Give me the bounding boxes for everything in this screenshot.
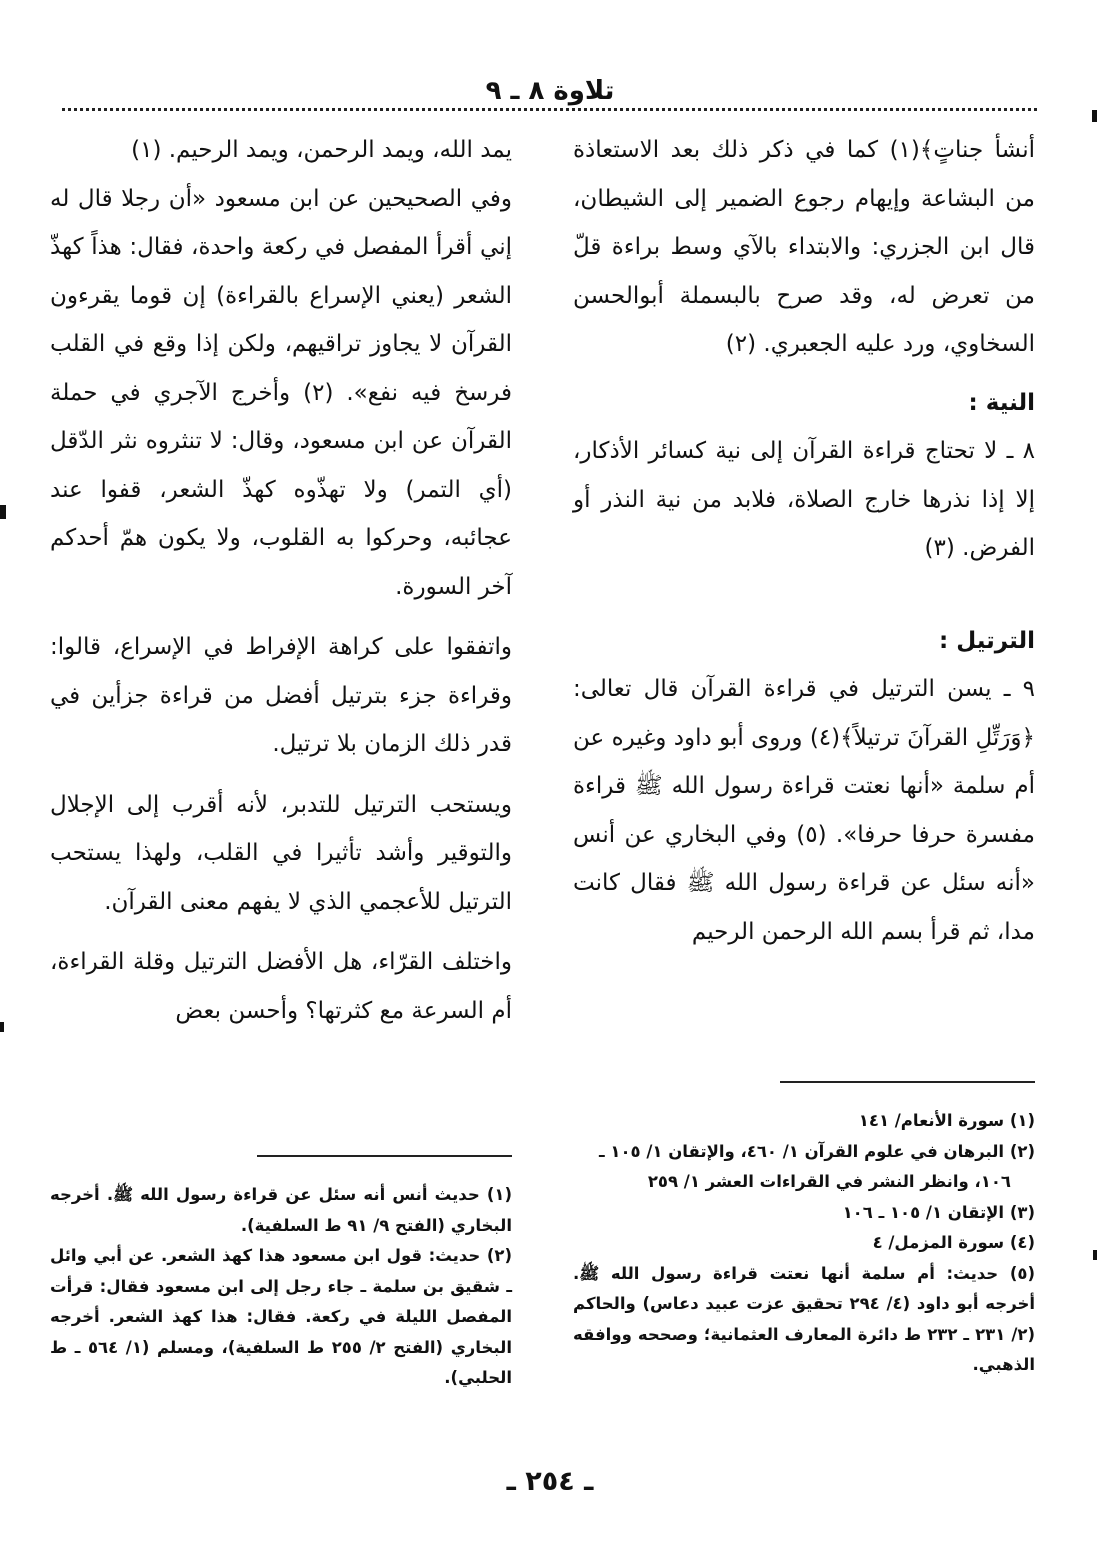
scan-edge-mark bbox=[1092, 110, 1097, 122]
scan-edge-mark bbox=[1093, 1250, 1097, 1260]
section-heading-tartil: الترتيل : bbox=[939, 627, 1035, 654]
qurra-paragraph: واختلف القرّاء، هل الأفضل الترتيل وقلة القراءة، أم السرعة مع كثرتها؟ وأحسن بعض bbox=[50, 949, 512, 1024]
paragraph-9: ٩ ـ يسن الترتيل في قراءة القرآن قال تعالى: ﴿وَرَتِّلِ القرآنَ ترتيلاً﴾(٤) وروى أبو داود وغيره عن أم سلمة «أنها نعتت قراءة رسول الله ﷺ قراءة مفسرة حرفا حرفا». (٥) وفي البخاري عن أنس «أنه سئل عن قراءة رسول الله ﷺ فقال كانت مدا، ثم قرأ بسم الله الرحمن الرحيم bbox=[573, 676, 1036, 945]
footnote-separator-right bbox=[780, 1081, 1035, 1083]
footnote: (٣) الإتقان ١/ ١٠٥ ـ ١٠٦ bbox=[842, 1202, 1035, 1222]
footnotes-left bbox=[50, 1180, 512, 1394]
ibn-masud-paragraph: وفي الصحيحين عن ابن مسعود «أن رجلا قال له إني أقرأ المفصل في ركعة واحدة، فقال: هذاً كهذّ الشعر (يعني الإسراع بالقراءة) إن قوما يقرءون القرآن لا يجاوز تراقيهم، ولكن إذا وقع في القلب فرسخ فيه نفع». (٢) وأخرج الآجري في حملة القرآن عن ابن مسعود، وقال: لا تنثروه نثر الدّقل (أي التمر) ولا تهذّوه كهذّ الشعر، قفوا عند عجائبه، وحركوا به القلوب، ولا يكون همّ أحدكم آخر السورة. bbox=[50, 185, 512, 600]
scan-edge-mark bbox=[0, 505, 6, 519]
running-head: تلاوة ٨ ـ ٩ bbox=[485, 76, 615, 106]
right-column bbox=[573, 126, 1035, 956]
footnote: (٢) البرهان في علوم القرآن ١/ ٤٦٠، والإتقان ١/ ١٠٥ ـ bbox=[599, 1141, 1035, 1161]
page-number: ـ ٢٥٤ ـ bbox=[506, 1466, 594, 1497]
footnote: (٢) حديث: قول ابن مسعود هذا كهذ الشعر. عن أبي وائل ـ شقيق بن سلمة ـ جاء رجل إلى ابن مسعود فقال: قرأت المفصل الليلة في ركعة. فقال: هذا كهذ الشعر. أخرجه البخاري (الفتح ٢/ ٢٥٥ ط السلفية)، ومسلم (١/ ٥٦٤ ـ ط الحلبي). bbox=[50, 1246, 512, 1387]
scan-edge-mark bbox=[0, 1022, 4, 1032]
footnotes-right bbox=[573, 1106, 1035, 1381]
intro-paragraph: أنشأ جناتٍ﴾(١) كما في ذكر ذلك بعد الاستعاذة من البشاعة وإيهام رجوع الضمير إلى الشيطان، قال ابن الجزري: والابتداء بالآي وسط براءة قلّ من تعرض له، وقد صرح بالبسملة أبوالحسن السخاوي، ورد عليه الجعبري. (٢) bbox=[573, 137, 1035, 357]
section-heading-niyya: النية : bbox=[968, 389, 1035, 416]
consensus-paragraph: واتفقوا على كراهة الإفراط في الإسراع، قالوا: وقراءة جزء بترتيل أفضل من قراءة جزأين في قدر ذلك الزمان بلا ترتيل. bbox=[50, 634, 512, 757]
footnote: (١) حديث أنس أنه سئل عن قراءة رسول الله ﷺ. أخرجه البخاري (الفتح ٩/ ٩١ ط السلفية). bbox=[50, 1185, 512, 1235]
footnote: (٤) سورة المزمل/ ٤ bbox=[872, 1233, 1035, 1252]
footnote: (٥) حديث: أم سلمة أنها نعتت قراءة رسول الله ﷺ. أخرجه أبو داود (٤/ ٢٩٤ تحقيق عزت عبيد دعاس) والحاكم (٢/ ٢٣١ ـ ٢٣٢ ط دائرة المعارف العثمانية؛ وصححه ووافقه الذهبي. bbox=[573, 1263, 1036, 1374]
footnote-separator-left bbox=[257, 1155, 512, 1157]
tadabbur-paragraph: ويستحب الترتيل للتدبر، لأنه أقرب إلى الإجلال والتوقير وأشد تأثيرا في القلب، ولهذا يستحب الترتيل للأعجمي الذي لا يفهم معنى القرآن. bbox=[50, 791, 512, 915]
continuation-paragraph: يمد الله، ويمد الرحمن، ويمد الرحيم. (١) bbox=[131, 137, 512, 163]
left-column bbox=[50, 126, 512, 1035]
footnote-continuation: ١٠٦، وانظر النشر في القراءات العشر ١/ ٢٥٩ bbox=[647, 1172, 1011, 1191]
header-dotted-rule bbox=[62, 108, 1037, 111]
paragraph-8: ٨ ـ لا تحتاج قراءة القرآن إلى نية كسائر الأذكار، إلا إذا نذرها خارج الصلاة، فلابد من نية النذر أو الفرض. (٣) bbox=[573, 438, 1035, 561]
footnote: (١) سورة الأنعام/ ١٤١ bbox=[858, 1111, 1035, 1130]
